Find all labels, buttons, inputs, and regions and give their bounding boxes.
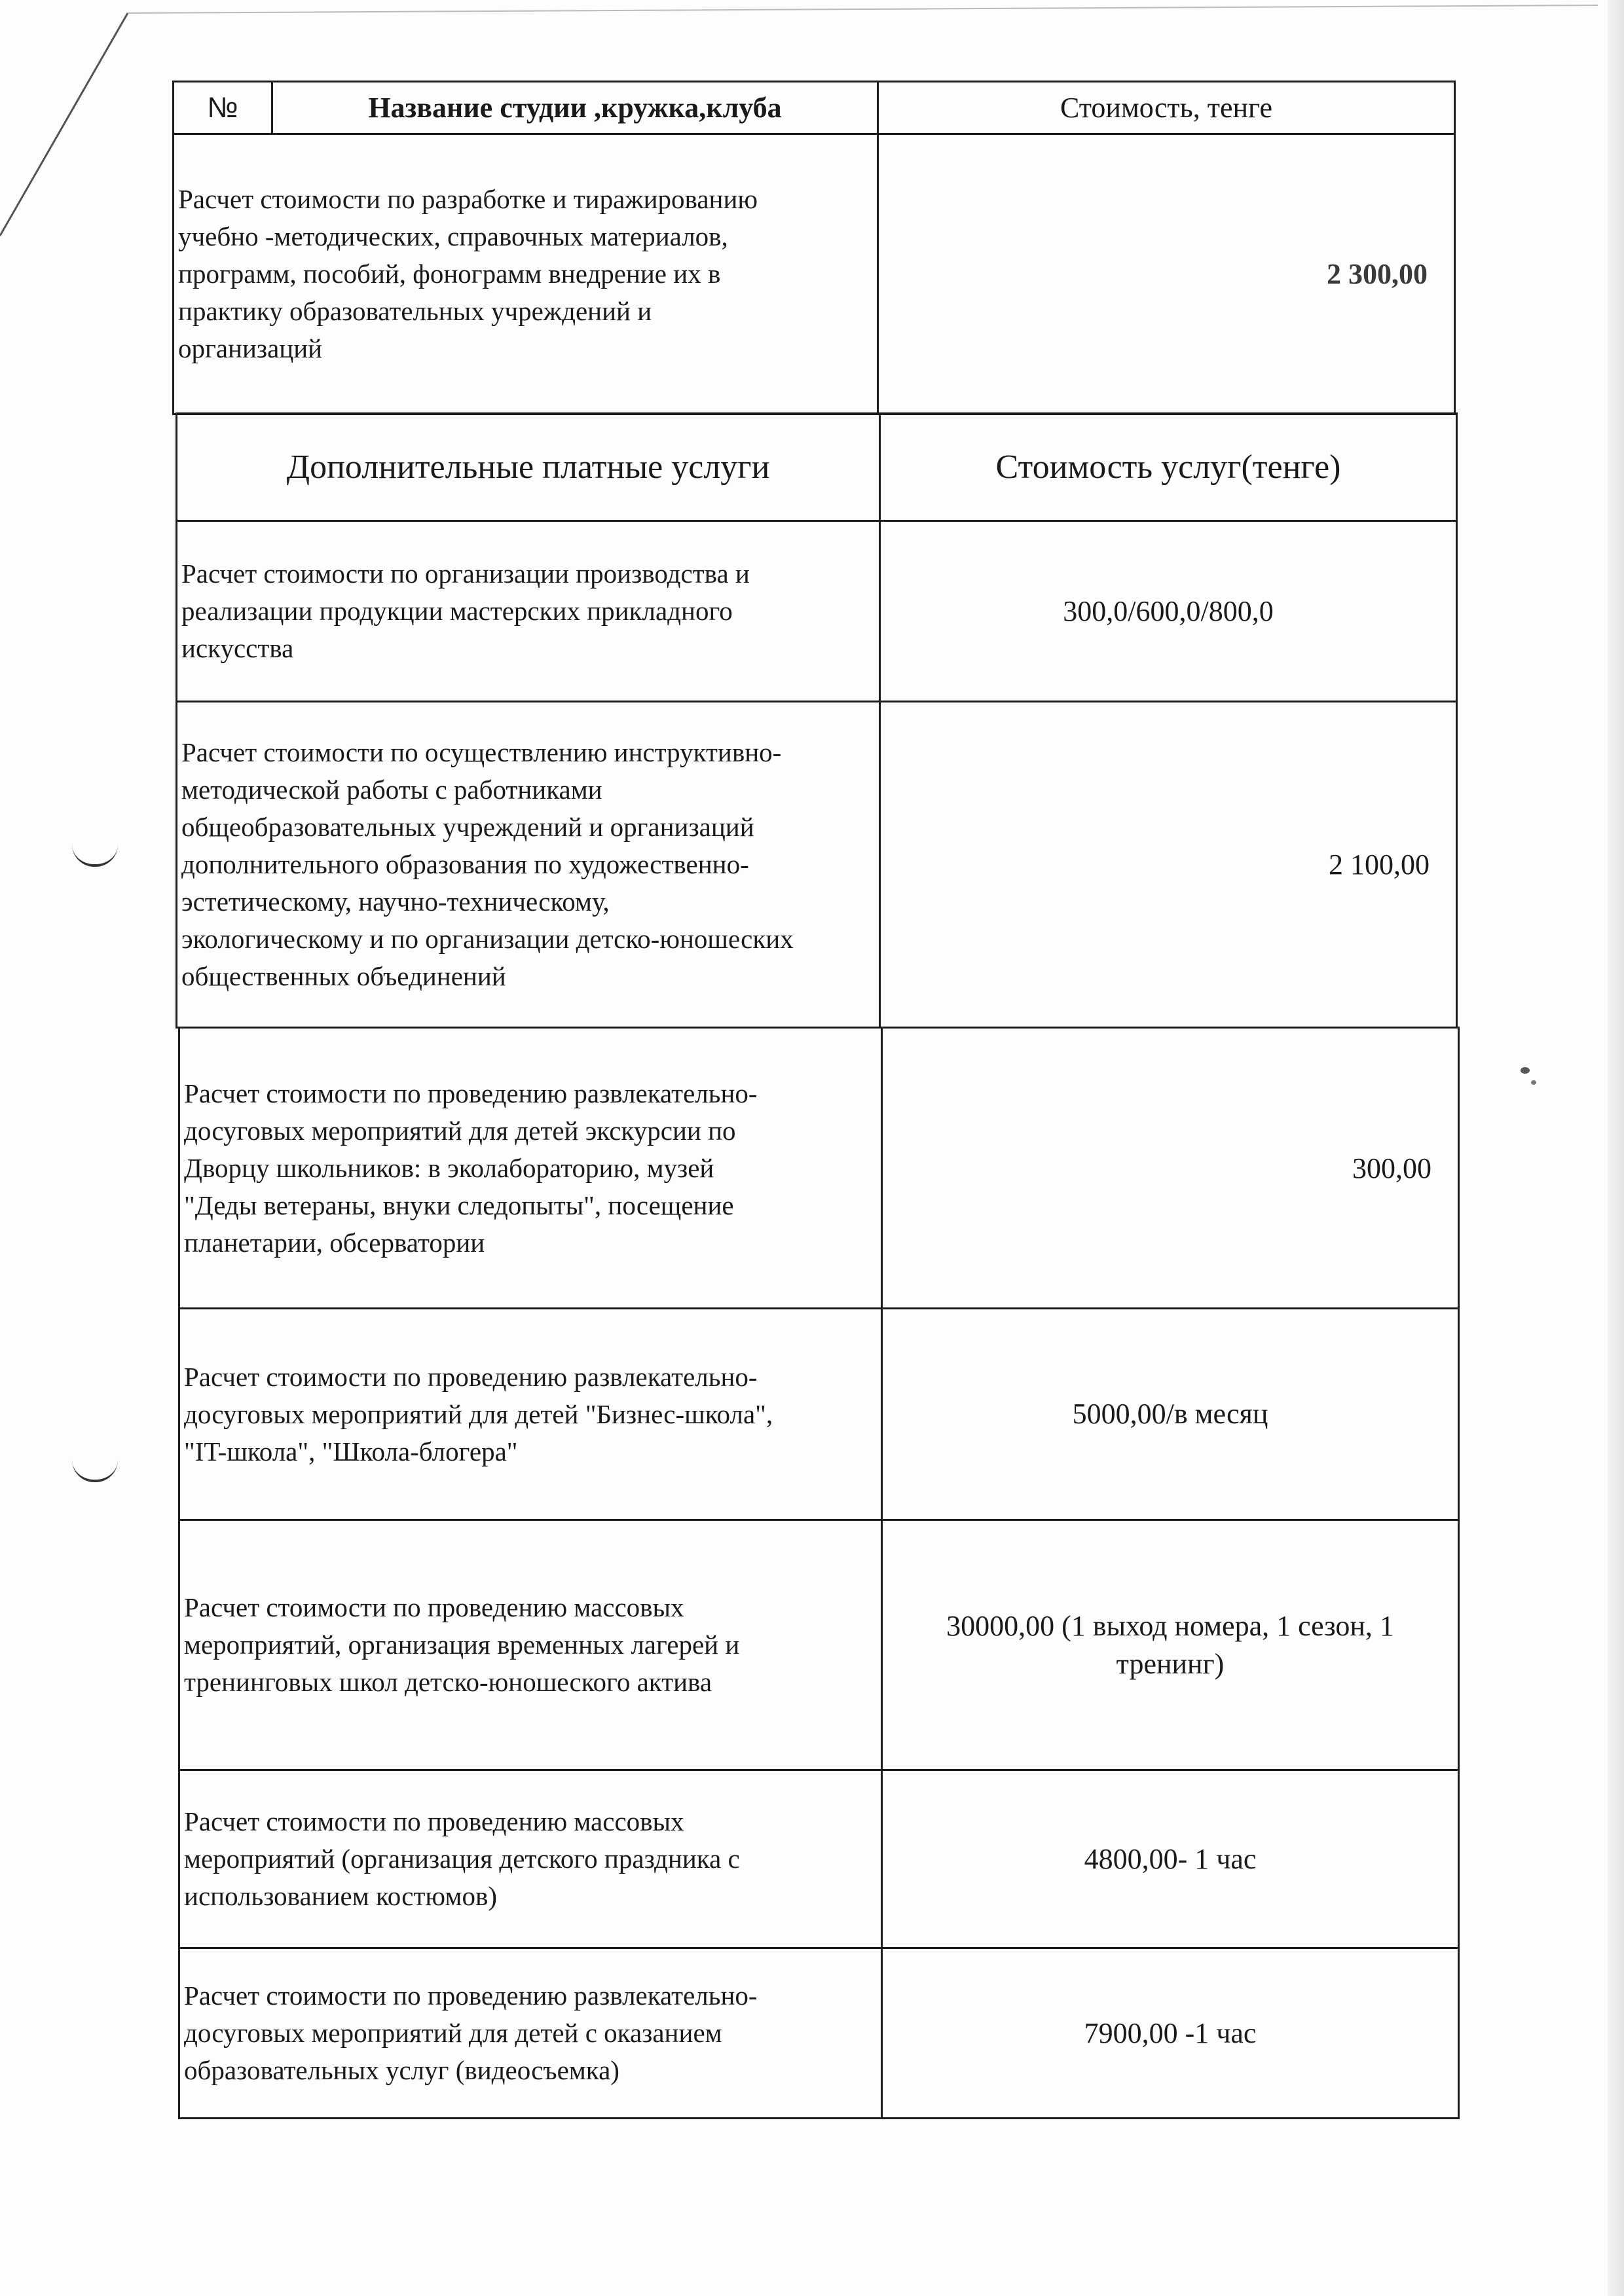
- price-line: 5000,00/в месяц: [1072, 1398, 1268, 1430]
- description-line: эстетическому, научно-техническому,: [181, 886, 610, 917]
- binder-hole-mark: [72, 845, 118, 867]
- description-line: Расчет стоимости по организации производства и: [181, 558, 750, 589]
- header-cost: Стоимость, тенге: [878, 82, 1455, 134]
- row-description: [179, 1770, 882, 1948]
- description-line: экологическому и по организации детско-юношеских: [181, 924, 794, 954]
- row-price: [882, 1770, 1459, 1948]
- description-line: досуговых мероприятий для детей "Бизнес-школа",: [184, 1398, 773, 1429]
- table-row: [179, 1028, 1459, 1309]
- row-price: [882, 1028, 1459, 1309]
- row-price: [880, 702, 1457, 1028]
- description-line: Расчет стоимости по проведению массовых: [184, 1806, 684, 1836]
- description-line: программ, пособий, фонограмм внедрение их в: [178, 259, 721, 289]
- description-line: искусства: [181, 633, 294, 663]
- description-line: Расчет стоимости по проведению развлекательно-: [184, 1078, 758, 1108]
- scan-speck: [1521, 1067, 1530, 1074]
- services-table-lower: [178, 1027, 1460, 2119]
- row-description: [179, 1028, 882, 1309]
- description-line: планетарии, обсерватории: [184, 1227, 485, 1258]
- description-line: досуговых мероприятий для детей экскурсии по: [184, 1115, 736, 1146]
- description-line: тренинговых школ детско-юношеского актива: [184, 1667, 712, 1697]
- description-line: мероприятий, организация временных лагерей и: [184, 1630, 740, 1660]
- scan-right-edge: [1608, 0, 1624, 2296]
- section-header-services: Дополнительные платные услуги: [177, 414, 880, 521]
- description-line: использованием костюмов): [184, 1881, 497, 1911]
- binder-hole-mark: [72, 1460, 118, 1482]
- row-description: [177, 521, 880, 702]
- description-line: Расчет стоимости по проведению развлекательно-: [184, 1361, 758, 1392]
- description-line: "IT-школа", "Школа-блогера": [184, 1436, 518, 1467]
- row-description: [177, 702, 880, 1028]
- description-line: общественных объединений: [181, 961, 506, 991]
- price-line: 30000,00 (1 выход номера, 1 сезон, 1: [946, 1609, 1394, 1642]
- description-line: "Деды ветераны, внуки следопыты", посещение: [184, 1190, 734, 1220]
- row-price: [880, 521, 1457, 702]
- table-row: [174, 134, 1455, 414]
- row-description: [179, 1309, 882, 1520]
- description-line: общеобразовательных учреждений и организаций: [181, 812, 754, 842]
- description-line: Расчет стоимости по проведению развлекательно-: [184, 1980, 758, 2011]
- description-line: учебно -методических, справочных материалов,: [178, 221, 728, 251]
- description-line: Расчет стоимости по проведению массовых: [184, 1592, 684, 1622]
- row-description: [174, 134, 878, 414]
- services-table-upper: [175, 412, 1458, 1029]
- row-description: [179, 1520, 882, 1770]
- price-table-top: [172, 81, 1456, 415]
- description-line: досуговых мероприятий для детей с оказанием: [184, 2018, 722, 2048]
- description-line: Расчет стоимости по разработке и тиражированию: [178, 184, 758, 214]
- row-price: [882, 1948, 1459, 2119]
- header-name: Название студии ,кружка,клуба: [272, 82, 878, 134]
- description-line: образовательных услуг (видеосъемка): [184, 2055, 619, 2085]
- table-header-row: [174, 82, 1455, 134]
- row-price: 2 300,00: [878, 134, 1455, 414]
- price-line: 300,00: [1352, 1152, 1431, 1184]
- scan-speck: [1531, 1080, 1536, 1085]
- table-row: [179, 1770, 1459, 1948]
- price-line: тренинг): [1116, 1647, 1225, 1680]
- row-price: [882, 1520, 1459, 1770]
- table-row: [179, 1520, 1459, 1770]
- description-line: мероприятий (организация детского праздника с: [184, 1844, 740, 1874]
- description-line: методической работы с работниками: [181, 774, 602, 805]
- table-row: [179, 1309, 1459, 1520]
- price-line: 2 100,00: [1329, 848, 1430, 881]
- table-row: [177, 521, 1457, 702]
- price-line: 300,0/600,0/800,0: [1063, 594, 1274, 627]
- row-description: [179, 1948, 882, 2119]
- table-row: [177, 702, 1457, 1028]
- price-line: 4800,00- 1 час: [1084, 1842, 1257, 1875]
- header-number: №: [174, 82, 272, 134]
- description-line: организаций: [178, 333, 323, 363]
- table-row: [179, 1948, 1459, 2119]
- description-line: Дворцу школьников: в эколабораторию, музей: [184, 1152, 714, 1183]
- row-price: [882, 1309, 1459, 1520]
- description-line: практику образовательных учреждений и: [178, 296, 652, 326]
- section-header-cost: Стоимость услуг(тенге): [880, 414, 1457, 521]
- description-line: реализации продукции мастерских прикладного: [181, 596, 733, 626]
- price-line: 7900,00 -1 час: [1084, 2016, 1257, 2049]
- description-line: Расчет стоимости по осуществлению инструктивно-: [181, 737, 782, 767]
- section-header-row: [177, 414, 1457, 521]
- description-line: дополнительного образования по художественно-: [181, 849, 749, 879]
